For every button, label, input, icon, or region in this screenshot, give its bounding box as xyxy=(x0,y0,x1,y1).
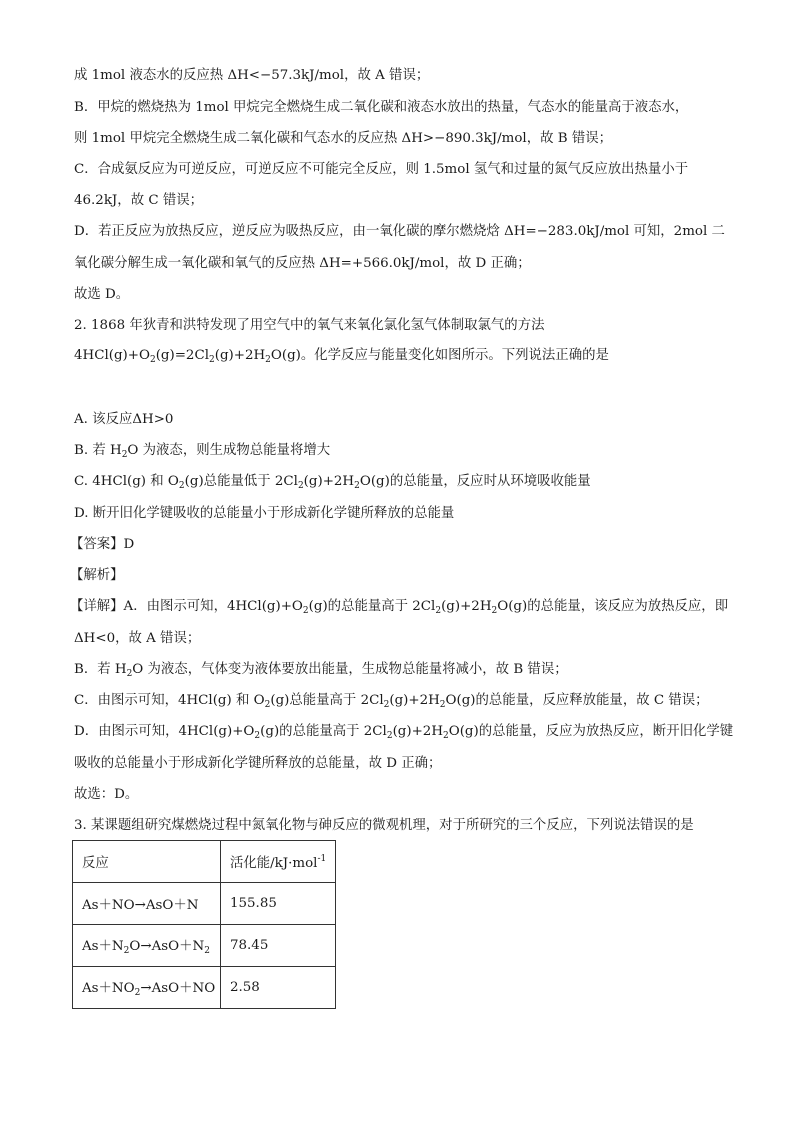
value-cell: 155.85 xyxy=(221,883,336,925)
text-line: C．合成氨反应为可逆反应，可逆反应不可能完全反应，则 1.5mol 氢气和过量的氮气反应放出热量小于 xyxy=(74,162,689,177)
text-line: 成 1mol 液态水的反应热 ΔH<−57.3kJ/mol，故 A 错误； xyxy=(74,68,430,83)
answer-label: 【答案】D xyxy=(70,537,135,552)
question-2-stem: 2. 1868 年狄青和洪特发现了用空气中的氧气来氧化氯化氢气体制取氯气的方法 xyxy=(74,318,545,333)
option-d: D. 断开旧化学键吸收的总能量小于形成新化学键所释放的总能量 xyxy=(74,506,455,521)
table-row xyxy=(73,883,336,925)
text-line: 故选 D。 xyxy=(74,287,130,302)
detail-line: 【详解】A．由图示可知，$4HCl(g)+O_2(g)$的总能量高于 $2Cl_2(g)+2H_2O(g)$的总能量，该反应为放热反应，即 xyxy=(70,599,729,616)
text-line: B．甲烷的燃烧热为 1mol 甲烷完全燃烧生成二氧化碳和液态水放出的热量，气态水的能量高于液态水， xyxy=(74,100,689,115)
table-row xyxy=(73,967,336,1009)
question-3-stem: 3. 某课题组研究煤燃烧过程中氮氧化物与砷反应的微观机理，对于所研究的三个反应，下列说法错误的是 xyxy=(74,818,694,833)
reaction-cell: As＋NO→AsO＋N xyxy=(73,883,221,925)
question-2-equation: $4HCl(g)+O_2(g)=2Cl_2(g)+2H_2O(g)$。化学反应与能量变化如图所示。下列说法正确的是 xyxy=(74,348,609,365)
text-line: 氧化碳分解生成一氧化碳和氧气的反应热 ΔH=+566.0kJ/mol，故 D 正确； xyxy=(74,256,531,271)
option-b: B. 若 $H_2O$ 为液态，则生成物总能量将增大 xyxy=(74,443,331,460)
detail-line: B．若 $H_2O$ 为液态，气体变为液体要放出能量，生成物总能量将减小，故 B 错误； xyxy=(74,662,568,679)
value-cell: 2.58 xyxy=(221,967,336,1009)
activation-energy-table xyxy=(72,840,336,1009)
analysis-label: 【解析】 xyxy=(70,568,124,583)
option-a: A. 该反应ΔH>0 xyxy=(74,412,174,427)
header-cell: 活化能/kJ·mol$^{-1}$ xyxy=(221,841,336,883)
detail-line: C．由图示可知，4HCl(g) 和 $O_2(g)$总能量高于 $2Cl_2(g)+2H_2O(g)$的总能量，反应释放能量，故 C 错误； xyxy=(74,693,709,710)
detail-line: 吸收的总能量小于形成新化学键所释放的总能量，故 D 正确； xyxy=(74,756,442,771)
text-line: 则 1mol 甲烷完全燃烧生成二氧化碳和气态水的反应热 ΔH>−890.3kJ/mol，故 B 错误； xyxy=(74,131,612,146)
reaction-cell: $As+N_2O\to AsO+N_2$ xyxy=(73,925,221,967)
header-cell: 反应 xyxy=(73,841,221,883)
text-line: 46.2kJ，故 C 错误； xyxy=(74,193,204,208)
text-line: D．若正反应为放热反应，逆反应为吸热反应，由一氧化碳的摩尔燃烧焓 ΔH=−283.0kJ/mol 可知，2mol 二 xyxy=(74,224,725,239)
table-row xyxy=(73,925,336,967)
value-cell: 78.45 xyxy=(221,925,336,967)
detail-line: ΔH<0，故 A 错误； xyxy=(74,631,201,646)
table-header-row xyxy=(73,841,336,883)
detail-line: 故选：D。 xyxy=(74,787,139,802)
reaction-cell: $As+NO_2\to AsO+NO$ xyxy=(73,967,221,1009)
detail-line: D．由图示可知，$4HCl(g)+O_2(g)$的总能量高于 $2Cl_2(g)+2H_2O(g)$的总能量，反应为放热反应，断开旧化学键 xyxy=(74,724,734,741)
option-c: C. 4HCl(g) 和 $O_2(g)$总能量低于 $2Cl_2(g)+2H_2O(g)$的总能量，反应时从环境吸收能量 xyxy=(74,474,591,491)
